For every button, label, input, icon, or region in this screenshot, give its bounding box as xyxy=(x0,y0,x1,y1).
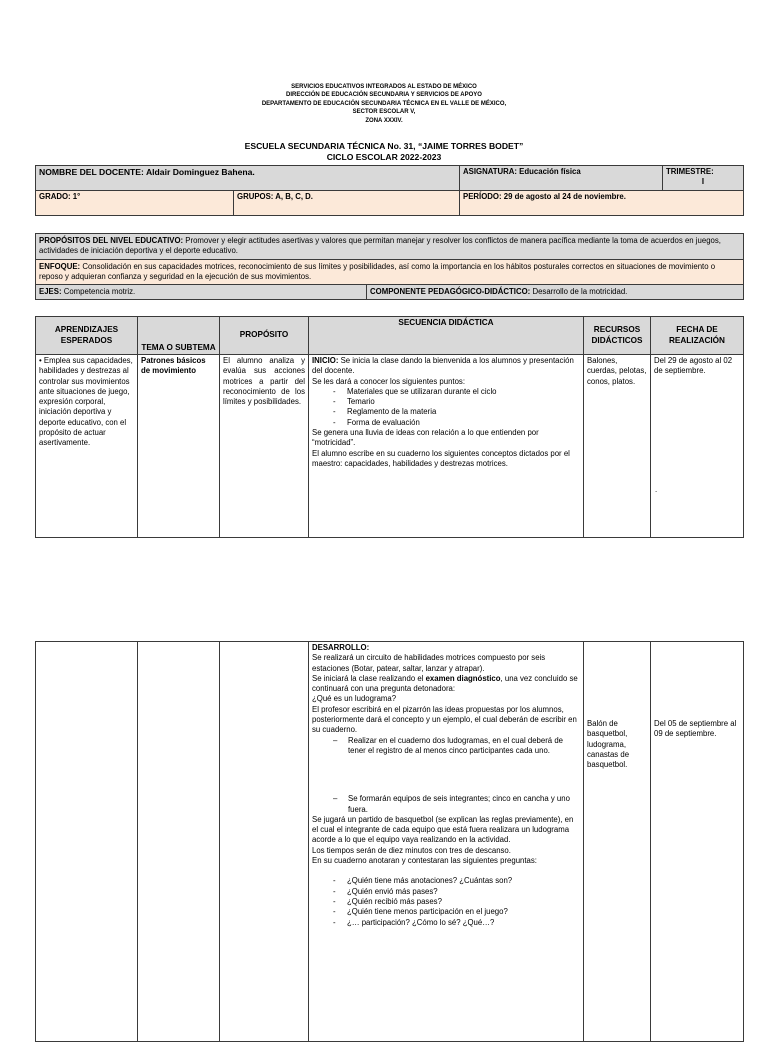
enfoque-text: Consolidación en sus capacidades motrices, reconocimiento de sus límites y posibilidades, así como la importancia en los hábitos posturales correctos en situaciones de movimiento o reposo y adquieran confianza y seguridad en la ejecución de sus movimientos. xyxy=(39,261,716,281)
partido-text: Se jugará un partido de basquetbol (se explican las reglas previamente), en el cual el integrante de cada equipo que está fuera realizara un ludograma acorde a lo que el equipo vaya realizando en la actividad. xyxy=(312,814,574,845)
planning-table xyxy=(35,316,744,538)
header-line: ZONA XXXIV. xyxy=(365,117,403,124)
examen-bold: examen diagnóstico xyxy=(425,673,501,683)
preguntas-list xyxy=(312,876,580,927)
grado-cell: GRADO: 1° xyxy=(36,191,234,216)
docente-cell: NOMBRE DEL DOCENTE: Aldair Dominguez Bahena. xyxy=(36,166,460,191)
recursos-text: Balón de basquetbol, ludograma, canastas de basquetbol. xyxy=(587,719,630,770)
pregunta-text: ¿Qué es un ludograma? xyxy=(312,694,397,704)
header-line: DEPARTAMENTO DE EDUCACIÓN SECUNDARIA TÉCNICA EN EL VALLE DE MÉXICO, xyxy=(261,100,507,107)
fecha-text: Del 05 de septiembre al 09 de septiembre. xyxy=(654,719,737,739)
propositos-label: PROPÓSITOS DEL NIVEL EDUCATIVO: xyxy=(39,236,184,245)
school-name: ESCUELA SECUNDARIA TÉCNICA No. 31, “JAIME TORRES BODET” xyxy=(244,141,524,151)
tiempos-text: Los tiempos serán de diez minutos con tres de descanso. xyxy=(312,845,511,855)
recursos-cell xyxy=(584,642,651,1042)
list-item: – Realizar en el cuaderno dos ludogramas, en el cual deberá de tener el registro de al menos cinco participantes cada uno. xyxy=(312,736,580,757)
propositos-text: Promover y elegir actitudes asertivas y valores que permitan manejar y resolver los conflictos de manera pacífica mediante la toma de acuerdos en juegos, actividades de iniciación deportiva y el deporte educativo. xyxy=(39,236,721,256)
trimestre-cell xyxy=(663,166,744,191)
list-item: - ¿… participación? ¿Cómo lo sé? ¿Qué…? xyxy=(312,918,580,928)
enfoque-label: ENFOQUE: xyxy=(39,261,81,271)
proposito-cell: El alumno analiza y evalúa sus acciones motrices a partir del reconocimiento de los límites y posibilidades. xyxy=(220,355,309,538)
col-recursos: RECURSOS DIDÁCTICOS xyxy=(584,317,651,355)
anotaran-text: En su cuaderno anotaran y contestaran las siguientes preguntas: xyxy=(312,856,537,866)
list-item: – Se formarán equipos de seis integrantes; cinco en cancha y uno fuera. xyxy=(312,794,580,815)
asignatura-cell: ASIGNATURA: Educación física xyxy=(460,166,663,191)
tema-cell xyxy=(138,642,220,1042)
propositos-table xyxy=(35,233,744,300)
institution-header xyxy=(0,83,768,125)
list-item: - Materiales que se utilizaran durante el ciclo xyxy=(312,387,580,397)
enfoque-cell xyxy=(36,259,744,285)
componente-label: COMPONENTE PEDAGÓGICO-DIDÁCTICO: xyxy=(370,287,531,297)
propositos-cell xyxy=(36,234,744,260)
header-line: SERVICIOS EDUCATIVOS INTEGRADOS AL ESTADO DE MÉXICO xyxy=(291,84,477,90)
header-line: SECTOR ESCOLAR V, xyxy=(352,109,416,116)
inicio-text: Se inicia la clase dando la bienvenida a los alumnos y presentación del docente. xyxy=(312,356,574,376)
examen-pre: Se iniciará la clase realizando el xyxy=(312,673,426,683)
fecha-text: Del 29 de agosto al 02 de septiembre. xyxy=(654,356,733,376)
profesor-text: El profesor escribirá en el pizarrón las ideas propuestas por los alumnos, posteriormente dará el concepto y un ejemplo, el cual deberán de escribir en su cuaderno. xyxy=(312,704,577,735)
circuito-text: Se realizará un circuito de habilidades motrices compuesto por seis estaciones (Botar, patear, saltar, lanzar y atrapar). xyxy=(312,653,546,673)
aprendizajes-cell xyxy=(36,642,138,1042)
trimestre-value: I xyxy=(701,177,705,187)
periodo-cell: PERÍODO: 29 de agosto al 24 de noviembre. xyxy=(460,191,744,216)
inicio-label: INICIO: xyxy=(312,356,339,365)
ludogramas-list xyxy=(312,736,580,757)
aprendizajes-cell: • Emplea sus capacidades, habilidades y destrezas al controlar sus movimientos ante situaciones de juego, expresión corporal, iniciación deportiva y deporte educativo, con el propósito de actuar asertivamente. xyxy=(36,355,138,538)
header-line: DIRECCIÓN DE EDUCACIÓN SECUNDARIA Y SERVICIOS DE APOYO xyxy=(286,92,482,99)
school-cycle: CICLO ESCOLAR 2022-2023 xyxy=(326,152,442,162)
list-item: - ¿Quién recibió más pases? xyxy=(312,897,580,907)
tema-cell: Patrones básicos de movimiento xyxy=(138,355,220,538)
col-tema: TEMA O SUBTEMA xyxy=(138,317,220,355)
componente-cell xyxy=(367,285,744,300)
list-item: - Reglamento de la materia xyxy=(312,407,580,417)
examen-post: , una vez concluido se continuará con una pregunta detonadora: xyxy=(312,673,578,694)
col-secuencia: SECUENCIA DIDÁCTICA xyxy=(309,317,584,355)
planning-table-continued xyxy=(35,641,744,1042)
col-fecha: FECHA DE REALIZACIÓN xyxy=(651,317,744,355)
fecha-cell xyxy=(651,355,744,538)
info-table xyxy=(35,165,744,216)
col-aprendizajes: APRENDIZAJES ESPERADOS xyxy=(36,317,138,355)
ejes-text: Competencia motriz. xyxy=(61,287,136,297)
equipos-list xyxy=(312,794,580,815)
componente-text: Desarrollo de la motricidad. xyxy=(530,287,628,297)
list-item: - ¿Quién tiene menos participación en el juego? xyxy=(312,907,580,917)
desarrollo-label: DESARROLLO: xyxy=(312,643,370,652)
secuencia-cell xyxy=(309,642,584,1042)
secuencia-cell xyxy=(309,355,584,538)
ejes-label: EJES: xyxy=(39,287,62,297)
school-title xyxy=(0,141,768,163)
list-item: - ¿Quién envió más pases? xyxy=(312,887,580,897)
trimestre-label: TRIMESTRE: xyxy=(666,167,714,176)
list-item: - Temario xyxy=(312,397,580,407)
lluvia-text: Se genera una lluvia de ideas con relación a lo que entienden por “motricidad”. xyxy=(312,428,539,448)
fecha-cell xyxy=(651,642,744,1042)
puntos-list xyxy=(312,387,580,428)
recursos-cell: Balones, cuerdas, pelotas, conos, platos. xyxy=(584,355,651,538)
puntos-intro: Se les dará a conocer los siguientes puntos: xyxy=(312,376,465,386)
ejes-cell xyxy=(36,285,367,300)
list-item: - ¿Quién tiene más anotaciones? ¿Cuántas son? xyxy=(312,876,580,886)
col-proposito: PROPÓSITO xyxy=(220,317,309,355)
list-item: - Forma de evaluación xyxy=(312,418,580,428)
proposito-cell xyxy=(220,642,309,1042)
grupos-cell: GRUPOS: A, B, C, D. xyxy=(234,191,460,216)
cuaderno-text: El alumno escribe en su cuaderno los siguientes conceptos dictados por el maestro: capacidades, habilidades y destrezas motrices. xyxy=(312,448,570,468)
fecha-dot: . xyxy=(655,485,658,494)
